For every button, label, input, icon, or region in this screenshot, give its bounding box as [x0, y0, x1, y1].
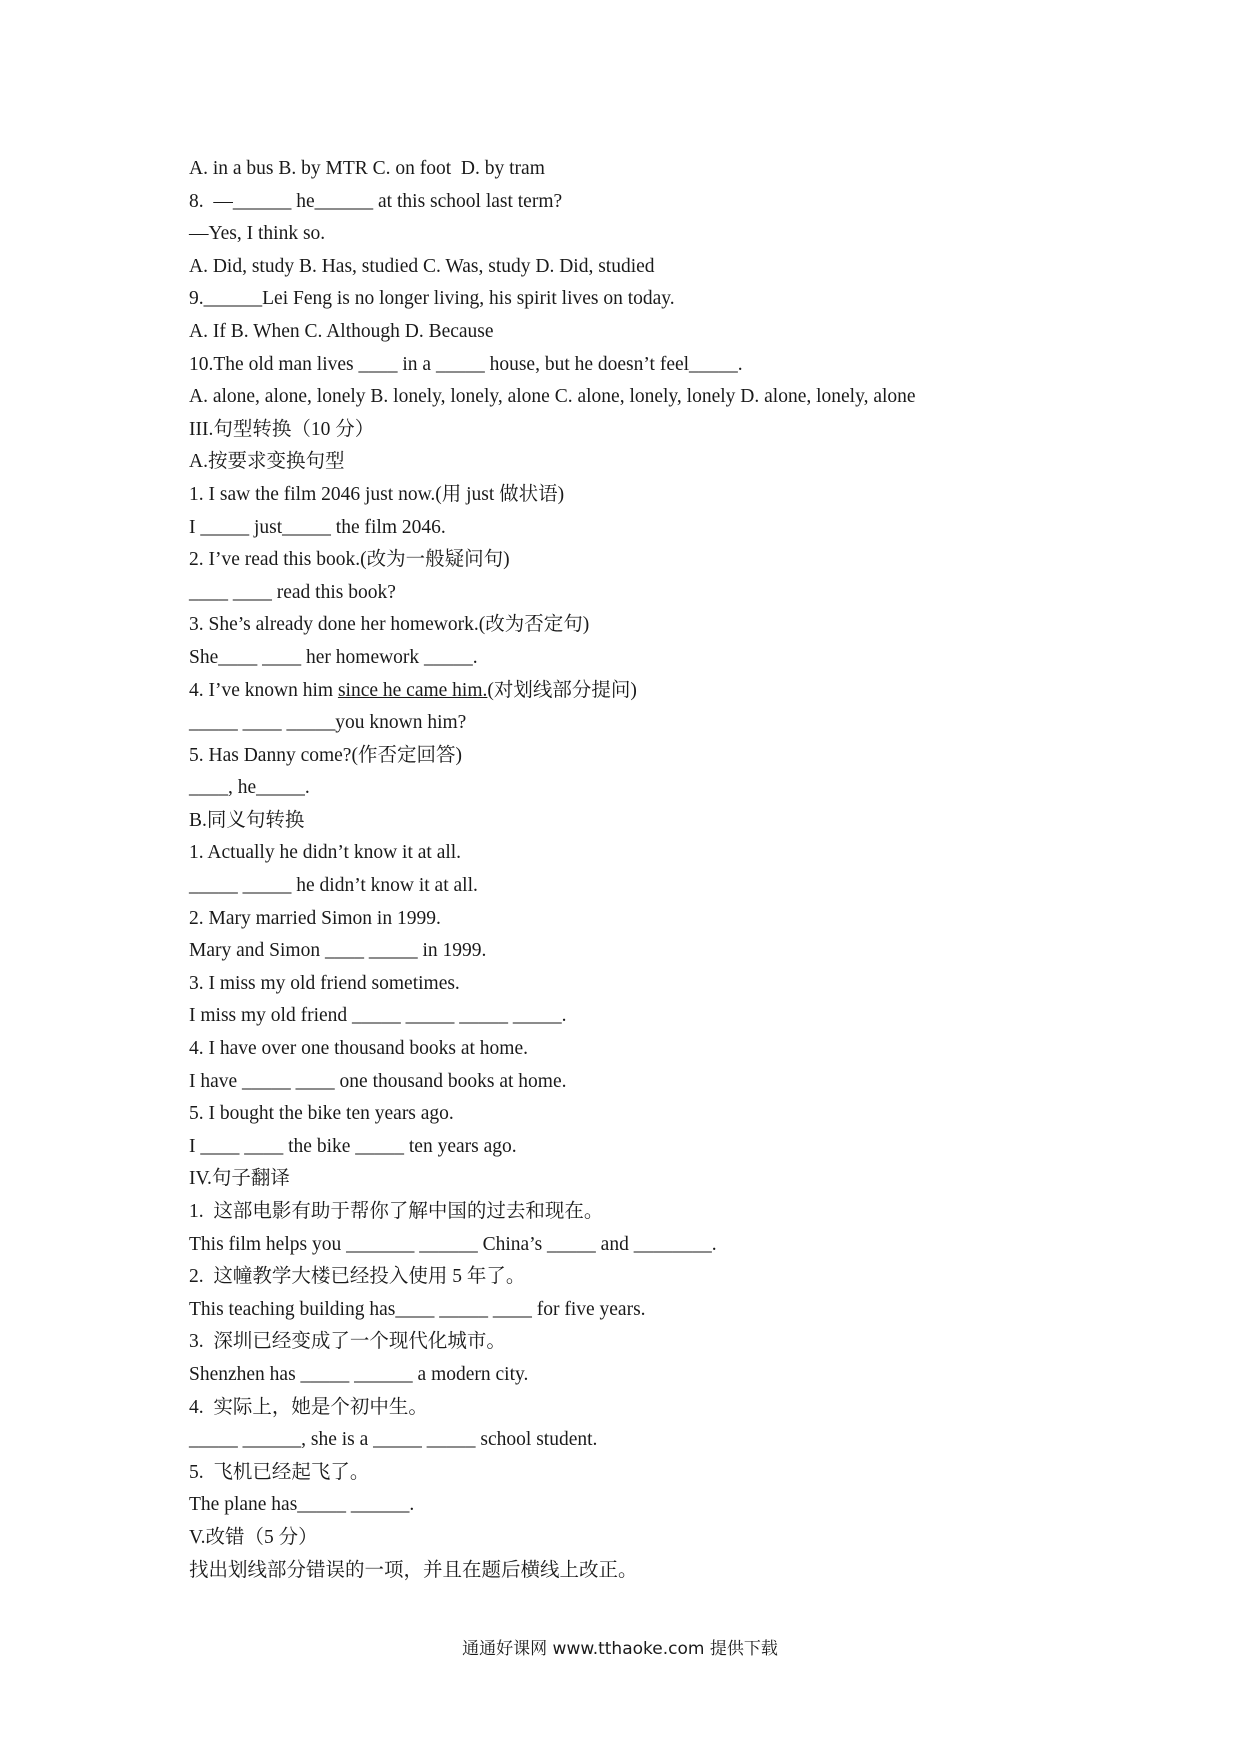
text-line: 1. I saw the film 2046 just now.(用 just 做状语) — [189, 483, 565, 505]
text-line: 3. She’s already done her homework.(改为否定句) — [189, 614, 590, 636]
text-line: 4. I have over one thousand books at home. — [189, 1038, 529, 1060]
text-line: 10.The old man lives ____ in a _____ house, but he doesn’t feel_____. — [189, 353, 743, 375]
text-line: I _____ just_____ the film 2046. — [189, 516, 446, 538]
text-line: 5. 飞机已经起飞了。 — [189, 1461, 370, 1483]
q4-prefix: 4. I’ve known him — [189, 679, 338, 701]
text-line: 2. I’ve read this book.(改为一般疑问句) — [189, 549, 510, 571]
text-line: ____ ____ read this book? — [189, 581, 396, 603]
text-line: 2. 这幢教学大楼已经投入使用 5 年了。 — [189, 1266, 526, 1288]
text-line: 3. 深圳已经变成了一个现代化城市。 — [189, 1331, 506, 1353]
subsection-heading: B.同义句转换 — [189, 809, 305, 831]
section-heading: III.句型转换（10 分） — [189, 418, 375, 440]
text-line: ____, he_____. — [189, 777, 310, 799]
subsection-heading: A.按要求变换句型 — [189, 451, 345, 473]
text-line: _____ ______, she is a _____ _____ school student. — [189, 1429, 598, 1451]
text-line: This teaching building has____ _____ ____ for five years. — [189, 1298, 646, 1320]
text-line: 3. I miss my old friend sometimes. — [189, 972, 460, 994]
text-line: Mary and Simon ____ _____ in 1999. — [189, 940, 487, 962]
document-body — [189, 153, 1069, 1587]
text-line: A. If B. When C. Although D. Because — [189, 320, 494, 342]
text-line: _____ ____ _____you known him? — [189, 712, 467, 734]
text-line: 找出划线部分错误的一项，并且在题后横线上改正。 — [189, 1559, 638, 1581]
text-line: A. Did, study B. Has, studied C. Was, study D. Did, studied — [189, 255, 655, 277]
text-line: This film helps you _______ ______ China’s _____ and ________. — [189, 1233, 717, 1255]
text-line: She____ ____ her homework _____. — [189, 646, 478, 668]
text-line: I miss my old friend _____ _____ _____ _____. — [189, 1005, 567, 1027]
section-heading: IV.句子翻译 — [189, 1168, 290, 1190]
text-line: —Yes, I think so. — [189, 223, 326, 245]
text-line: 9.______Lei Feng is no longer living, his spirit lives on today. — [189, 288, 675, 310]
text-line: I ____ ____ the bike _____ ten years ago. — [189, 1135, 517, 1157]
q4-suffix: (对划线部分提问) — [487, 679, 637, 701]
text-line: 1. Actually he didn’t know it at all. — [189, 842, 462, 864]
text-line: 8. —______ he______ at this school last term? — [189, 190, 563, 212]
page-footer: 通通好课网 www.tthaoke.com 提供下载 — [462, 1639, 778, 1659]
text-line: 5. I bought the bike ten years ago. — [189, 1103, 454, 1125]
text-line: Shenzhen has _____ ______ a modern city. — [189, 1363, 529, 1385]
text-line: 2. Mary married Simon in 1999. — [189, 907, 441, 929]
q4-underlined: since he came him. — [337, 679, 488, 701]
text-line: 4. 实际上，她是个初中生。 — [189, 1396, 428, 1418]
text-line: 5. Has Danny come?(作否定回答) — [189, 744, 462, 766]
text-line: The plane has_____ ______. — [189, 1494, 415, 1516]
question-4-line — [189, 675, 1069, 708]
text-line: A. alone, alone, lonely B. lonely, lonely, alone C. alone, lonely, lonely D. alone, lonely, alone — [189, 386, 916, 408]
text-line: _____ _____ he didn’t know it at all. — [189, 875, 478, 897]
text-line: 1. 这部电影有助于帮你了解中国的过去和现在。 — [189, 1201, 604, 1222]
text-line: I have _____ ____ one thousand books at home. — [189, 1070, 567, 1092]
text-line: A. in a bus B. by MTR C. on foot D. by tram — [189, 158, 545, 179]
section-heading: V.改错（5 分） — [189, 1526, 318, 1548]
